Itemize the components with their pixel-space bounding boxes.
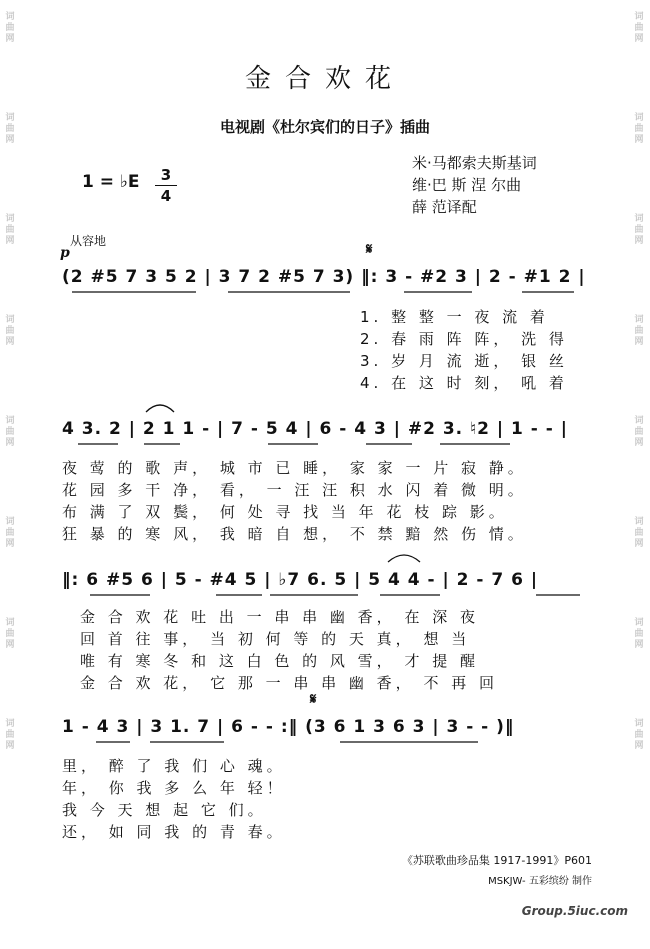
lyric-line: 4. 在 这 时 刻， 吼 着 <box>360 374 568 392</box>
lyric-line: 1. 整 整 一 夜 流 着 <box>360 308 549 326</box>
key-signature: 1 = ♭E <box>82 172 140 192</box>
lyric-line: 我 今 天 想 起 它 们。 <box>62 801 267 819</box>
watermark-text: 词 曲 网 <box>5 517 15 549</box>
watermark-text: 词 曲 网 <box>634 416 644 448</box>
lyric-line: 花 园 多 干 净， 看， 一 汪 汪 积 水 闪 着 微 明。 <box>62 481 527 499</box>
watermark-text: 词 曲 网 <box>5 12 15 44</box>
watermark-text: 词 曲 网 <box>634 315 644 347</box>
segno-sign: 𝄋 <box>366 240 373 258</box>
watermark-text: 词 曲 网 <box>5 618 15 650</box>
watermark-text: 词 曲 网 <box>634 618 644 650</box>
notation-system-4: 1 - 4 3 | 3 1. 7 | 6 - - :‖ (3 6 1 3 6 3 | 3 - - )‖ <box>62 717 515 737</box>
site-watermark: Group.5iuc.com <box>521 904 628 918</box>
notation-system-3: ‖: 6 #5 6 | 5 - #4 5 | ♭7 6. 5 | 5 4 4 - | 2 - 7 6 | <box>62 570 539 590</box>
watermark-text: 词 曲 网 <box>5 315 15 347</box>
lyric-line: 唯 有 寒 冬 和 这 白 色 的 风 雪， 才 提 醒 <box>80 652 479 670</box>
lyric-line: 夜 莺 的 歌 声， 城 市 已 睡， 家 家 一 片 寂 静。 <box>62 459 527 477</box>
watermark-text: 词 曲 网 <box>5 113 15 145</box>
credit-composer: 维·巴 斯 涅 尔曲 <box>412 176 522 194</box>
meter-top: 3 <box>160 166 172 184</box>
watermark-text: 词 曲 网 <box>634 214 644 246</box>
lyric-line: 回 首 往 事， 当 初 何 等 的 天 真， 想 当 <box>80 630 471 648</box>
meter-bottom: 4 <box>160 187 172 205</box>
notation-system-2: 4 3. 2 | 2 1 1 - | 7 - 5 4 | 6 - 4 3 | #2 3. ♮2 | 1 - - | <box>62 419 568 439</box>
lyric-line: 里， 醉 了 我 们 心 魂。 <box>62 757 286 775</box>
lyric-line: 布 满 了 双 鬓， 何 处 寻 找 当 年 花 枝 踪 影。 <box>62 503 508 521</box>
lyric-line: 金 合 欢 花， 它 那 一 串 串 幽 香， 不 再 回 <box>80 674 498 692</box>
segno-sign: 𝄋 <box>310 690 317 708</box>
lyric-line: 3. 岁 月 流 逝， 银 丝 <box>360 352 568 370</box>
watermark-text: 词 曲 网 <box>5 214 15 246</box>
song-subtitle: 电视剧《杜尔宾们的日子》插曲 <box>219 118 430 136</box>
credit-lyricist: 米·马都索夫斯基词 <box>412 154 537 172</box>
dynamic-marking: p <box>60 245 70 261</box>
lyric-line: 狂 暴 的 寒 风， 我 暗 自 想， 不 禁 黯 然 伤 情。 <box>62 525 527 543</box>
lyric-line: 年， 你 我 多 么 年 轻！ <box>62 779 286 797</box>
song-title: 金合欢花 <box>244 64 405 94</box>
watermark-text: 词 曲 网 <box>634 12 644 44</box>
watermark-text: 词 曲 网 <box>634 517 644 549</box>
tempo-marking: 从容地 <box>70 234 107 248</box>
lyric-line: 还， 如 同 我 的 青 春。 <box>62 823 286 841</box>
lyric-line: 2. 春 雨 阵 阵， 洗 得 <box>360 330 568 348</box>
notation-system-1: (2 #5 7 3 5 2 | 3 7 2 #5 7 3) ‖: 3 - #2 3 | 2 - #1 2 | <box>62 267 586 287</box>
credit-translator: 薛 范译配 <box>412 198 477 216</box>
source-citation: 《苏联歌曲珍品集 1917-1991》P601 <box>401 854 592 867</box>
lyric-line: 金 合 欢 花 吐 出 一 串 串 幽 香， 在 深 夜 <box>80 608 479 626</box>
watermark-text: 词 曲 网 <box>634 719 644 751</box>
maker-credit: MSKJW- 五彩缤纷 制作 <box>488 876 592 887</box>
watermark-text: 词 曲 网 <box>5 416 15 448</box>
watermark-text: 词 曲 网 <box>634 113 644 145</box>
watermark-text: 词 曲 网 <box>5 719 15 751</box>
